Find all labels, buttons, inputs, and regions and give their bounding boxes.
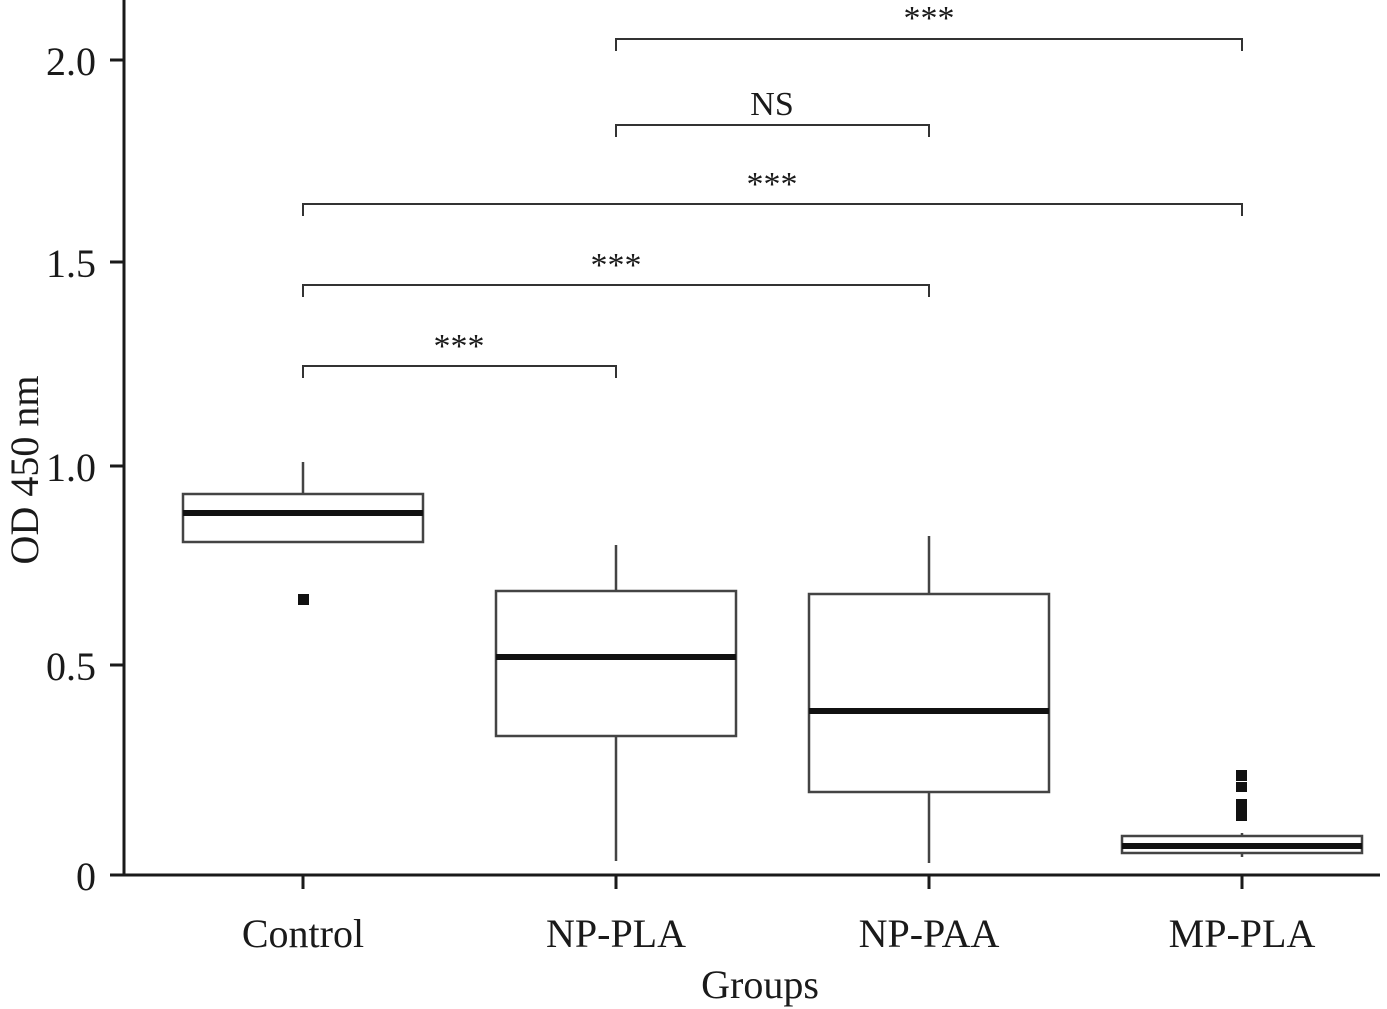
x-category-label-np-paa: NP-PAA	[858, 911, 1000, 956]
sig-bracket-3	[616, 125, 929, 137]
box-control	[183, 462, 423, 605]
box-rect-np-pla	[496, 591, 736, 736]
y-axis-title: OD 450 nm	[2, 375, 47, 565]
y-tick-label-1.5: 1.5	[46, 241, 96, 286]
box-rect-np-paa	[809, 594, 1049, 792]
sig-bracket-4	[616, 39, 1242, 51]
y-tick-label-0: 0	[76, 854, 96, 899]
sig-label-4: ***	[903, 0, 955, 37]
sig-bracket-1	[303, 285, 929, 297]
sig-label-0: ***	[433, 328, 485, 365]
x-axis-title: Groups	[701, 962, 819, 1007]
y-tick-label-1.0: 1.0	[46, 445, 96, 490]
box-np-pla	[496, 545, 736, 861]
outlier-mp-pla-2	[1236, 782, 1247, 792]
sig-label-1: ***	[590, 247, 642, 284]
sig-bracket-0	[303, 366, 616, 378]
outlier-mp-pla-3	[1236, 799, 1247, 810]
box-np-paa	[809, 536, 1049, 863]
sig-label-3: NS	[750, 86, 794, 123]
box-mp-pla	[1122, 770, 1362, 857]
x-category-label-mp-pla: MP-PLA	[1168, 911, 1316, 956]
sig-label-2: ***	[746, 166, 798, 203]
box-rect-control	[183, 494, 423, 542]
y-tick-label-0.5: 0.5	[46, 644, 96, 689]
x-category-label-np-pla: NP-PLA	[545, 911, 687, 956]
y-tick-label-2.0: 2.0	[46, 39, 96, 84]
outlier-mp-pla-4	[1236, 810, 1247, 821]
outlier-control	[298, 594, 309, 605]
x-category-label-control: Control	[241, 911, 365, 956]
sig-bracket-2	[303, 204, 1242, 216]
outlier-mp-pla-1	[1236, 770, 1247, 781]
